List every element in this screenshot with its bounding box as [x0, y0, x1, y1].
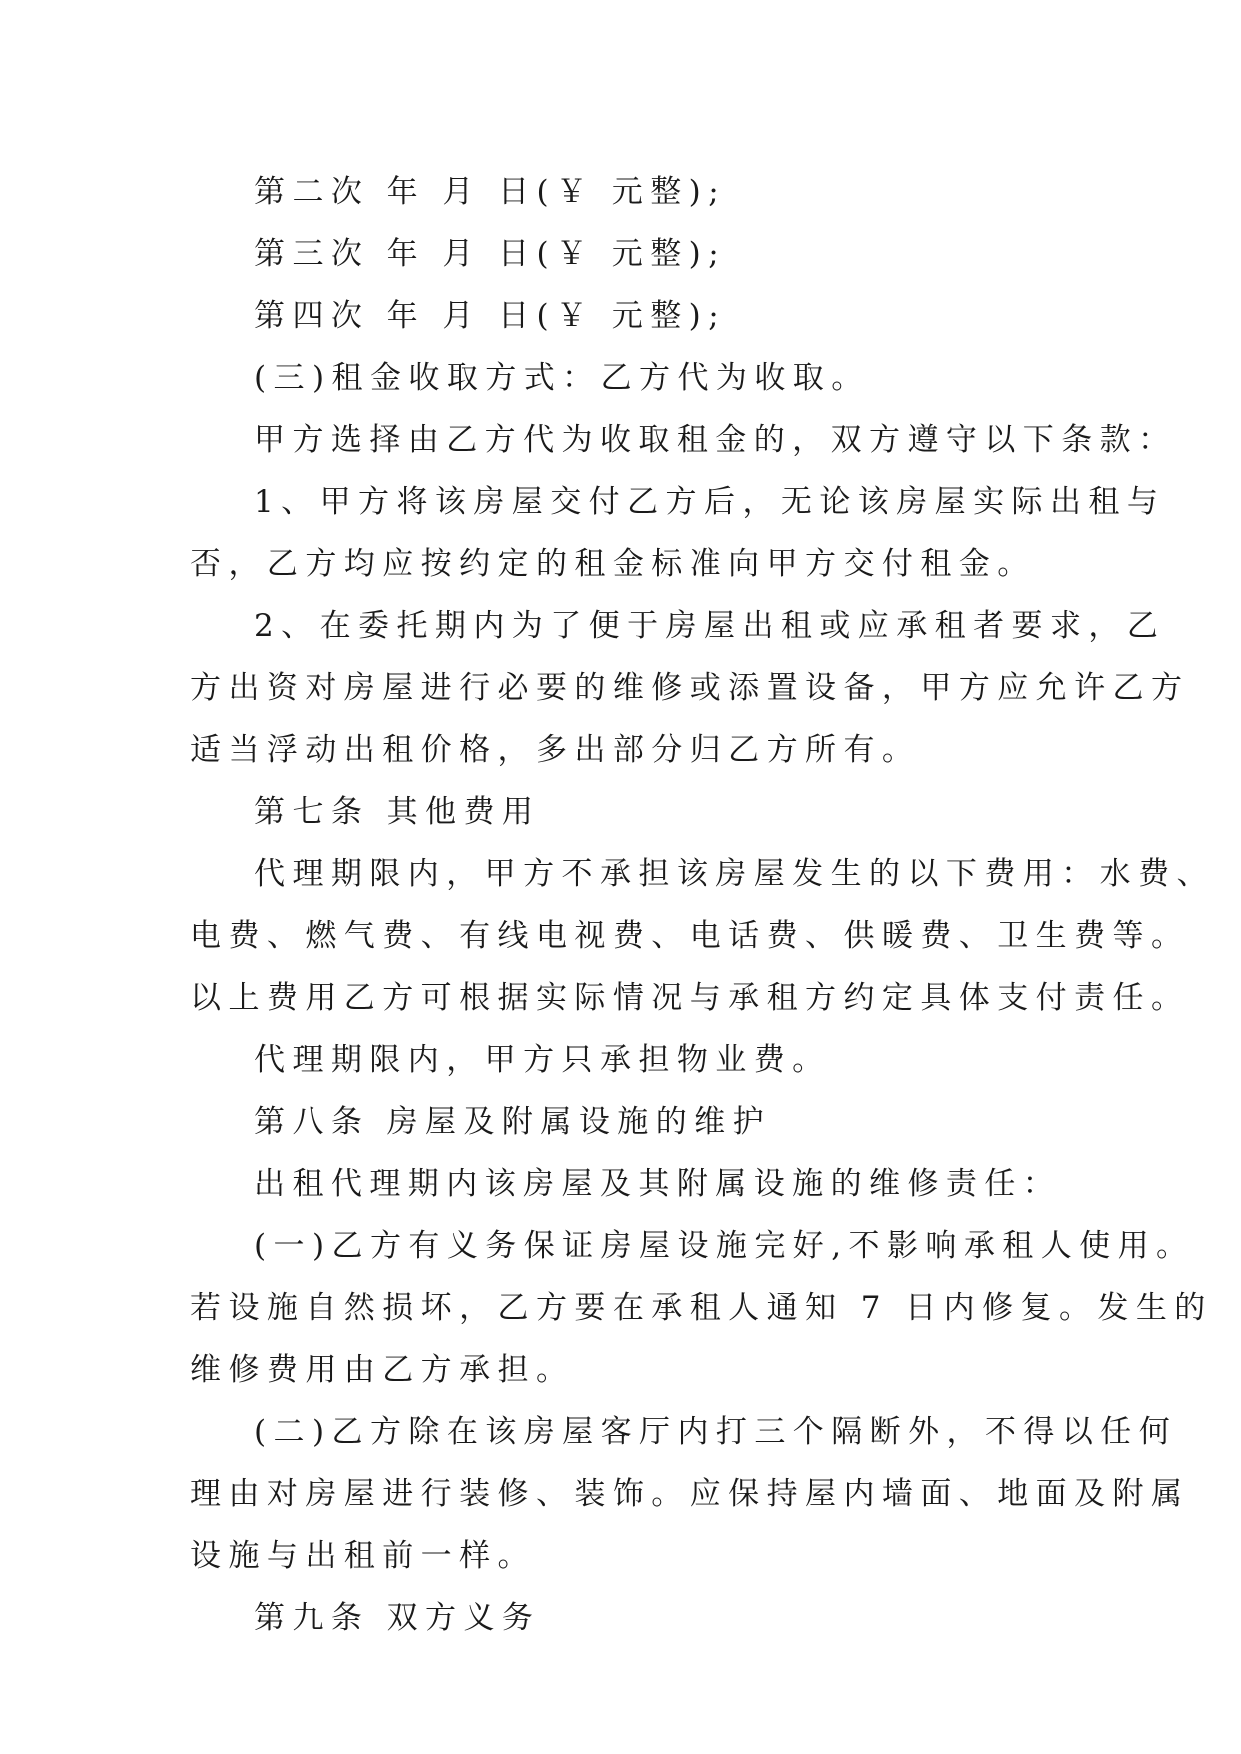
- text-line: 代理期限内，甲方只承担物业费。: [254, 1042, 831, 1078]
- text-line: 电费、燃气费、有线电视费、电话费、供暖费、卫生费等。: [190, 918, 1190, 954]
- text-line: 设施与出租前一样。: [190, 1538, 536, 1574]
- text-line: (一)乙方有义务保证房屋设施完好,不影响承租人使用。: [254, 1228, 1195, 1264]
- text-line: 第二次 年 月 日(￥ 元整);: [254, 174, 727, 210]
- text-line: 1、甲方将该房屋交付乙方后，无论该房屋实际出租与: [254, 484, 1166, 520]
- text-line: 代理期限内，甲方不承担该房屋发生的以下费用：水费、: [254, 856, 1215, 892]
- section-heading: 第八条 房屋及附属设施的维护: [254, 1104, 772, 1140]
- text-line: 第三次 年 月 日(￥ 元整);: [254, 236, 727, 272]
- text-line: 维修费用由乙方承担。: [190, 1352, 575, 1388]
- text-line: 否，乙方均应按约定的租金标准向甲方交付租金。: [190, 546, 1036, 582]
- text-line: 理由对房屋进行装修、装饰。应保持屋内墙面、地面及附属: [190, 1476, 1190, 1512]
- text-line: (二)乙方除在该房屋客厅内打三个隔断外，不得以任何: [254, 1414, 1178, 1450]
- section-heading: 第七条 其他费用: [254, 794, 541, 830]
- text-line: 若设施自然损坏，乙方要在承租人通知 7 日内修复。发生的: [190, 1290, 1213, 1326]
- text-line: 甲方选择由乙方代为收取租金的，双方遵守以下条款：: [254, 422, 1177, 458]
- text-line: 方出资对房屋进行必要的维修或添置设备，甲方应允许乙方: [190, 670, 1190, 706]
- text-line: 第四次 年 月 日(￥ 元整);: [254, 298, 727, 334]
- document-body: [190, 161, 1215, 1649]
- text-line: (三)租金收取方式：乙方代为收取。: [254, 360, 870, 396]
- text-line: 以上费用乙方可根据实际情况与承租方约定具体支付责任。: [190, 980, 1190, 1016]
- text-line: 出租代理期内该房屋及其附属设施的维修责任：: [254, 1166, 1062, 1202]
- text-line: 适当浮动出租价格，多出部分归乙方所有。: [190, 732, 921, 768]
- text-line: 2、在委托期内为了便于房屋出租或应承租者要求，乙: [254, 608, 1166, 644]
- section-heading: 第九条 双方义务: [254, 1600, 541, 1636]
